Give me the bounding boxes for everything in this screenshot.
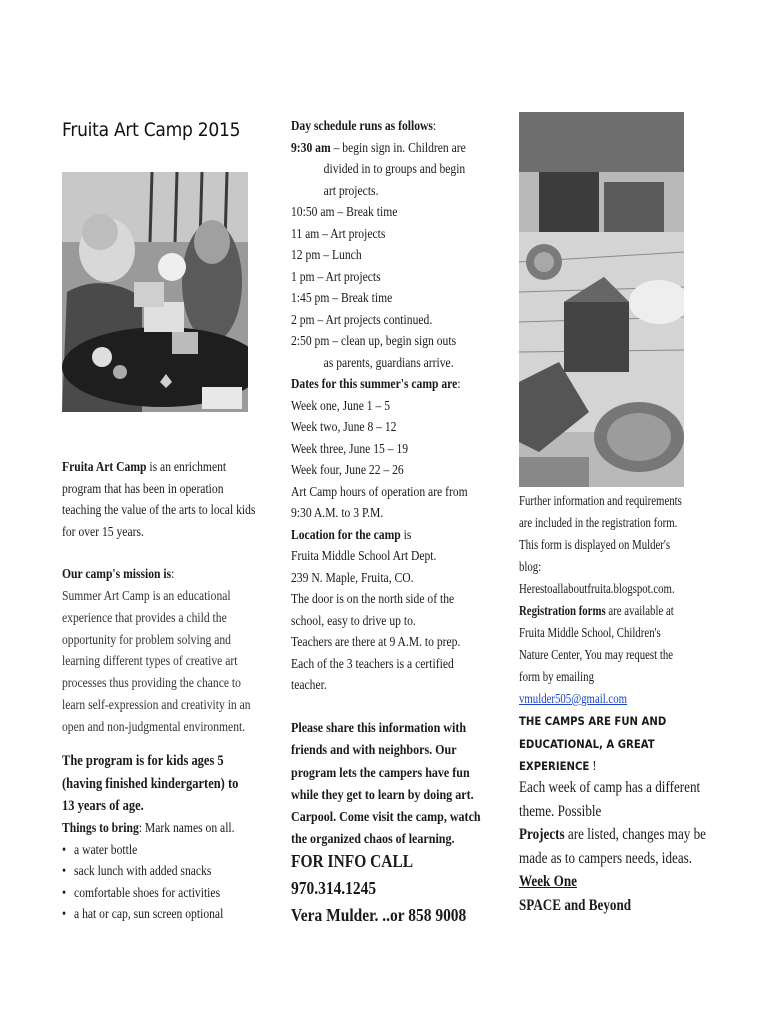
share-line: the organized chaos of learning. [291, 832, 455, 848]
list-item: • a hat or cap, sun screen optional [62, 903, 235, 925]
further-line: are included in the registration form. [519, 515, 678, 530]
intro-line: teaching the value of the arts to local kids [62, 502, 256, 517]
week-item: Week three, June 15 – 19 [291, 440, 409, 456]
schedule-heading: Day schedule runs as follows [291, 118, 433, 133]
schedule-first-time: 9:30 am [291, 139, 331, 155]
fun-line: THE CAMPS ARE FUN AND [519, 714, 667, 728]
share-paragraph [291, 718, 481, 852]
blog-url: Herestoallaboutfruita.blogspot.com. [519, 581, 675, 596]
week-one-label: Week One [519, 873, 577, 890]
mission-heading-text: Our camp's mission is [62, 566, 172, 581]
registration-rest: are available at [605, 603, 674, 618]
theme-line: Each week of camp has a different [519, 779, 701, 796]
dates-heading: Dates for this summer's camp are [291, 376, 458, 391]
fun-line: EDUCATIONAL, A GREAT [519, 736, 655, 751]
further-line: Further information and requirements [519, 493, 682, 508]
location-rest: is [400, 526, 412, 542]
week-one-theme: SPACE and Beyond [519, 896, 632, 914]
list-item: • sack lunch with added snacks [62, 860, 235, 882]
theme-line: theme. Possible [519, 802, 602, 820]
schedule-item: 11 am – Art projects [291, 225, 386, 241]
intro-paragraph [62, 456, 255, 542]
schedule-item: 2:50 pm – clean up, begin sign outs [291, 333, 457, 348]
mission-body [62, 585, 251, 738]
further-line: This form is displayed on Mulder's [519, 537, 671, 552]
further-info [519, 490, 682, 710]
page-title: Fruita Art Camp 2015 [62, 119, 241, 141]
schedule-item: 2 pm – Art projects continued. [291, 311, 433, 327]
phone-number: 970.314.1245 [291, 878, 377, 898]
share-line: Please share this information with [291, 721, 467, 736]
email-link[interactable]: vmulder505@gmail.com [519, 691, 628, 706]
share-line: Carpool. Come visit the camp, watch [291, 810, 481, 826]
projects-heading: Projects [519, 826, 565, 843]
intro-line: is an enrichment [146, 459, 227, 474]
fun-line: EXPERIENCE [519, 759, 590, 773]
schedule-first-text: – begin sign in. Children are [330, 139, 466, 155]
mission-line: Summer Art Camp is an educational [62, 588, 231, 603]
mission-line: experience that provides a child the [62, 609, 227, 625]
location-line: school, easy to drive up to. [291, 612, 416, 628]
location-line: Each of the 3 teachers is a certified [291, 655, 454, 671]
mission-heading [62, 563, 174, 585]
program-line: 13 years of age. [62, 798, 144, 814]
location-line: The door is on the north side of the [291, 591, 455, 606]
location-line: Fruita Middle School Art Dept. [291, 548, 437, 563]
location-line: 239 N. Maple, Fruita, CO. [291, 569, 414, 585]
hours-line: 9:30 A.M. to 3 P.M. [291, 505, 384, 520]
things-heading: Things to bring [62, 820, 139, 835]
mission-line: processes thus providing the chance to [62, 675, 241, 691]
hours-line: Art Camp hours of operation are from [291, 483, 468, 499]
schedule-item: 10:50 am – Break time [291, 204, 398, 219]
contact-name: Vera Mulder. ..or 858 9008 [291, 905, 467, 925]
list-item: • comfortable shoes for activities [62, 882, 235, 904]
list-item: • a water bottle [62, 839, 235, 861]
schedule-cont: as parents, guardians arrive. [323, 354, 454, 370]
intro-lead: Fruita Art Camp [62, 459, 147, 474]
things-list [62, 839, 235, 925]
schedule-section [291, 115, 468, 696]
week-item: Week two, June 8 – 12 [291, 419, 397, 434]
further-line: blog: [519, 559, 542, 574]
location-heading: Location for the camp [291, 526, 401, 542]
registration-heading: Registration forms [519, 603, 606, 618]
contact-line: FOR INFO CALL [291, 851, 414, 871]
share-line: friends and with neighbors. Our [291, 743, 457, 759]
intro-line: for over 15 years. [62, 523, 144, 539]
share-line: program lets the campers have fun [291, 765, 470, 781]
projects-cont: made as to campers needs, ideas. [519, 849, 693, 867]
share-line: while they get to learn by doing art. [291, 787, 474, 803]
contact-block [291, 848, 466, 929]
schedule-item: 12 pm – Lunch [291, 247, 362, 262]
fun-bang: ! [589, 759, 597, 774]
projects-rest: are listed, changes may be [564, 826, 706, 843]
program-line: The program is for kids ages 5 [62, 753, 224, 769]
schedule-item: 1:45 pm – Break time [291, 290, 393, 305]
things-rest: : Mark names on all. [138, 820, 235, 835]
mission-line: opportunity for problem solving and [62, 631, 231, 647]
week-item: Week one, June 1 – 5 [291, 397, 391, 413]
program-line: (having finished kindergarten) to [62, 775, 239, 792]
registration-line: form by emailing [519, 669, 594, 684]
intro-line: program that has been in operation [62, 480, 224, 496]
location-line: teacher. [291, 677, 327, 692]
mission-line: open and non-judgmental environment. [62, 718, 246, 734]
mission-line: learning different types of creative art [62, 653, 238, 669]
schedule-colon: : [432, 118, 437, 133]
theme-section [519, 776, 706, 917]
mission-line: learn self-expression and creativity in an [62, 696, 251, 712]
program-ages [62, 750, 238, 818]
fun-callout [519, 710, 666, 779]
mission-colon: : [171, 566, 175, 581]
week-item: Week four, June 22 – 26 [291, 462, 404, 477]
location-line: Teachers are there at 9 A.M. to prep. [291, 634, 461, 649]
craft-photo [519, 112, 684, 487]
registration-line: Nature Center, You may request the [519, 647, 674, 662]
dates-colon: : [457, 376, 461, 391]
schedule-cont: art projects. [323, 182, 379, 198]
things-to-bring [62, 817, 235, 925]
schedule-item: 1 pm – Art projects [291, 268, 381, 284]
schedule-cont: divided in to groups and begin [323, 161, 466, 176]
registration-line: Fruita Middle School, Children's [519, 625, 661, 640]
kids-art-photo [62, 172, 248, 412]
